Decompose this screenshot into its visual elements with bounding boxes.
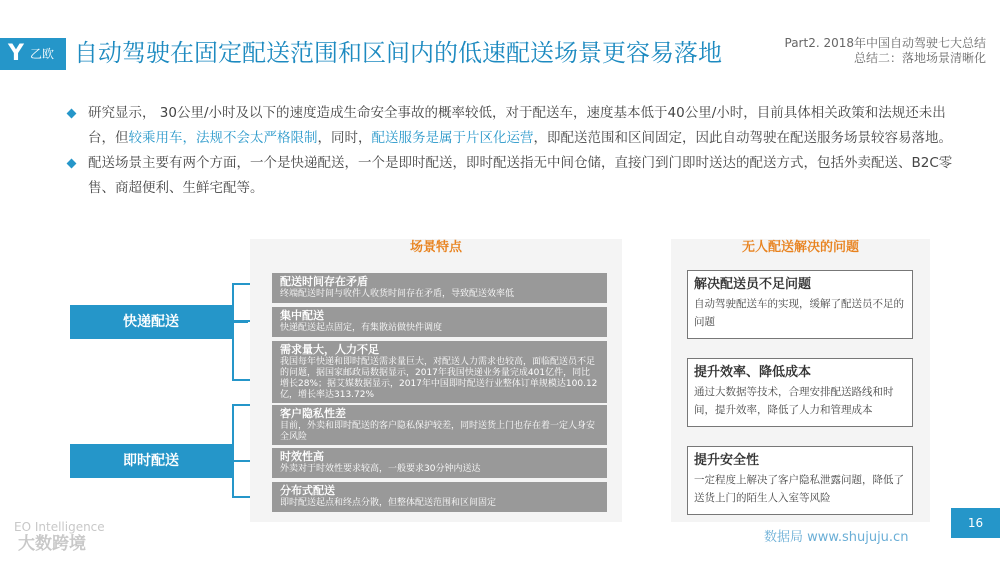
solution-card: [687, 270, 913, 339]
watermark-cn: 大数跨境: [18, 534, 86, 554]
highlight-text: 较乘用车，法规不会太严格限制: [128, 130, 318, 146]
feature-desc: 快递配送起点固定，有集散站做快件调度: [280, 323, 443, 333]
solution-heading: 解决配送员不足问题: [694, 277, 812, 292]
feature-desc: 终端配送时间与收件人收货时间存在矛盾，导致配送效率低: [280, 289, 515, 299]
page-number: 16: [951, 508, 1000, 538]
feature-desc: 外卖对于时效性要求较高，一般要求30分钟内送达: [280, 464, 481, 474]
feature-heading: 集中配送: [280, 309, 324, 322]
feature-card: [272, 273, 607, 303]
section-label-line1: Part2. 2018年中国自动驾驶七大总结: [784, 36, 986, 50]
logo-text: 乙欧: [30, 47, 55, 61]
bullet-text: 配送场景主要有两个方面，一个是快递配送，一个是即时配送，即时配送指无中间仓储，直接门到门即时送达的配送方式，包括外卖配送、B2C零售、商超便利、生鲜宅配等。: [88, 155, 953, 196]
solution-desc: 自动驾驶配送车的实现，缓解了配送员不足的问题: [694, 298, 904, 328]
solution-card: [687, 358, 913, 427]
logo-mark: Y: [8, 41, 24, 66]
section-label-line2: 总结二：落地场景清晰化: [853, 51, 986, 65]
feature-heading: 客户隐私性差: [280, 407, 346, 420]
category-express: 快递配送: [70, 305, 232, 339]
solution-card: [687, 446, 913, 515]
logo: [0, 38, 66, 70]
feature-heading: 时效性高: [280, 450, 324, 463]
watermark-en: EO Intelligence: [14, 520, 105, 534]
feature-heading: 需求量大，人力不足: [280, 343, 379, 356]
connector-line: [232, 283, 234, 381]
feature-heading: 配送时间存在矛盾: [280, 275, 368, 288]
connector-line: [232, 404, 234, 498]
solution-heading: 提升效率、降低成本: [694, 365, 812, 380]
scene-panel: [250, 239, 622, 522]
diamond-bullet-icon: [67, 109, 77, 119]
bullet-item: [68, 101, 968, 151]
highlight-text: 配送服务是属于片区化运营: [371, 130, 534, 146]
solution-desc: 通过大数据等技术，合理安排配送路线和时间，提升效率，降低了人力和管理成本: [694, 386, 894, 416]
bullet-text: ，同时，: [317, 130, 372, 146]
feature-desc: 我国每年快递和即时配送需求量巨大，对配送人力需求也较高，面临配送员不足的问题，据国家邮政局数据显示，2017年我国快递业务量完成401亿件，同比增长28%；据艾媒数据显示，2017年中国即时配送行业整体订单规模达100.12亿，增长率达313.72%: [280, 357, 598, 400]
feature-desc: 即时配送起点和终点分散，但整体配送范围和区间固定: [280, 498, 497, 508]
page-title: 自动驾驶在固定配送范围和区间内的低速配送场景更容易落地: [74, 39, 722, 67]
bullet-list: [68, 101, 968, 201]
solution-desc: 一定程度上解决了客户隐私泄露问题，降低了送货上门的陌生人入室等风险: [694, 474, 904, 504]
scene-panel-title: 场景特点: [409, 240, 462, 255]
feature-card: [272, 307, 607, 337]
bullet-item: [68, 151, 968, 201]
feature-heading: 分布式配送: [280, 484, 335, 497]
diamond-bullet-icon: [67, 159, 77, 169]
feature-card: [272, 448, 607, 478]
category-instant: 即时配送: [70, 444, 232, 478]
feature-card: [272, 341, 607, 403]
solution-panel-title: 无人配送解决的问题: [741, 240, 859, 255]
bullet-text: ，即配送范围和区间固定，因此自动驾驶在配送服务场景较容易落地。: [533, 130, 952, 146]
bullet-text: 研究显示， 30公里/小时及以下的速度造成生命安全事故的概率较低，对于配送车，速度基本低于40公里/小时，目前具体相关政策和法规还未出台，但: [88, 105, 946, 146]
feature-desc: 目前，外卖和即时配送的客户隐私保护较差，同时送货上门也存在着一定人身安全风险: [280, 421, 596, 442]
solution-panel: [671, 239, 930, 522]
section-label: [785, 36, 987, 66]
site-watermark: 数据局 www.shujuju.cn: [764, 530, 909, 545]
feature-card: [272, 482, 607, 512]
feature-card: [272, 405, 607, 445]
solution-heading: 提升安全性: [694, 453, 760, 468]
